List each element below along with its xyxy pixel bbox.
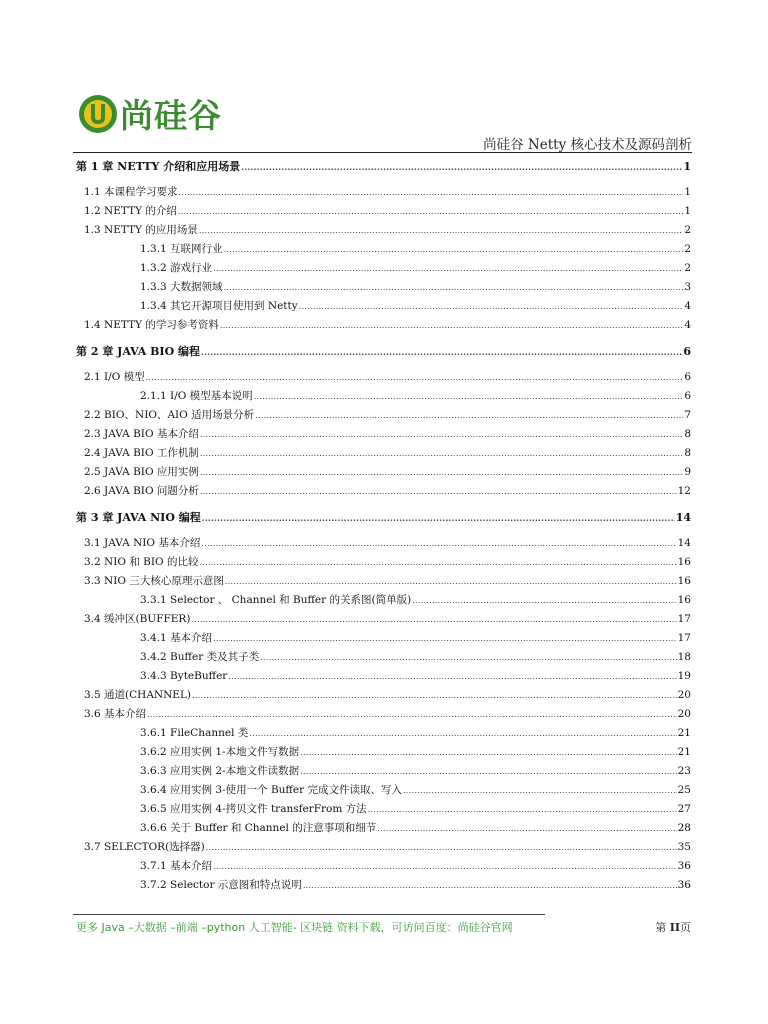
toc-entry-page: 19 [677,670,691,682]
page-suffix: 页 [680,921,691,934]
toc-leader-dots [225,572,677,591]
toc-leader-dots [377,819,676,838]
toc-entry-page: 7 [684,409,691,421]
toc-entry-title: 3.1 JAVA NIO 基本介绍 [84,537,201,549]
toc-chapter[interactable] [76,157,691,177]
toc-leader-dots [300,762,677,781]
toc-entry[interactable] [76,743,691,762]
toc-entry-page: 16 [677,556,691,568]
toc-leader-dots [241,158,682,177]
toc-entry-title: 2.5 JAVA BIO 应用实例 [84,466,199,478]
toc-entry-page: 1 [684,186,691,198]
toc-entry-page: 1 [683,160,691,173]
toc-entry-page: 8 [684,447,691,459]
toc-entry[interactable] [76,240,691,259]
toc-leader-dots [178,202,683,221]
toc-entry-page: 14 [675,511,691,524]
toc-leader-dots [200,482,677,501]
toc-entry[interactable] [76,406,691,425]
toc-entry[interactable] [76,724,691,743]
toc-leader-dots [299,297,684,316]
toc-entry-title: 3.6.3 应用实例 2-本地文件读数据 [140,765,300,777]
toc-leader-dots [412,591,676,610]
logo-text: 尚硅谷 [120,96,222,135]
toc-entry-page: 6 [683,345,691,358]
toc-entry-page: 18 [677,651,691,663]
toc-entry[interactable] [76,316,691,335]
toc-entry-title: 2.1.1 I/O 模型基本说明 [140,390,253,402]
toc-entry-title: 3.6.1 FileChannel 类 [140,727,249,739]
company-logo [78,90,222,137]
toc-entry-page: 17 [677,632,691,644]
toc-entry[interactable] [76,686,691,705]
toc-entry-title: 3.4.3 ByteBuffer [140,670,228,682]
toc-entry-page: 17 [677,613,691,625]
toc-leader-dots [206,838,677,857]
footer-promo-text: 更多 Java –大数据 –前端 –python 人工智能- 区块链 资料下载，可访问百度：尚硅谷官网 [76,921,513,934]
toc-entry-title: 1.3.2 游戏行业 [140,262,213,274]
table-of-contents [76,157,691,895]
toc-entry[interactable] [76,387,691,406]
toc-entry-page: 2 [684,224,691,236]
toc-entry-title: 1.3.3 大数据领域 [140,281,223,293]
toc-leader-dots [213,629,677,648]
toc-entry-title: 2.4 JAVA BIO 工作机制 [84,447,199,459]
toc-entry-page: 3 [684,281,691,293]
toc-entry[interactable] [76,838,691,857]
toc-entry-page: 21 [677,727,691,739]
toc-leader-dots [191,610,676,629]
toc-entry-title: 3.5 通道(CHANNEL) [84,689,192,701]
toc-entry-page: 9 [684,466,691,478]
toc-entry[interactable] [76,368,691,387]
page-prefix: 第 [655,921,670,934]
toc-leader-dots [224,240,684,259]
toc-leader-dots [199,553,676,572]
toc-entry-title: 3.2 NIO 和 BIO 的比较 [84,556,199,568]
toc-entry[interactable] [76,781,691,800]
toc-leader-dots [249,724,676,743]
toc-entry[interactable] [76,183,691,202]
toc-entry[interactable] [76,572,691,591]
toc-entry-page: 36 [677,860,691,872]
toc-entry-title: 2.3 JAVA BIO 基本介绍 [84,428,199,440]
document-title: 尚硅谷 Netty 核心技术及源码剖析 [483,137,692,153]
toc-entry[interactable] [76,819,691,838]
toc-entry-title: 第 1 章 NETTY 介绍和应用场景 [76,160,241,173]
toc-chapter[interactable] [76,342,691,362]
toc-entry-title: 1.3 NETTY 的应用场景 [84,224,198,236]
toc-entry[interactable] [76,800,691,819]
toc-entry[interactable] [76,534,691,553]
toc-entry-page: 35 [677,841,691,853]
toc-entry-title: 2.1 I/O 模型 [84,371,145,383]
toc-entry-page: 20 [677,708,691,720]
toc-leader-dots [146,368,684,387]
toc-entry[interactable] [76,667,691,686]
toc-entry[interactable] [76,221,691,240]
toc-entry-page: 8 [684,428,691,440]
toc-entry[interactable] [76,629,691,648]
toc-entry-page: 36 [677,879,691,891]
toc-entry-title: 2.2 BIO、NIO、AIO 适用场景分析 [84,409,255,421]
toc-entry[interactable] [76,482,691,501]
toc-leader-dots [192,686,677,705]
toc-entry-title: 3.4 缓冲区(BUFFER) [84,613,191,625]
toc-leader-dots [213,857,677,876]
toc-entry[interactable] [76,297,691,316]
toc-entry-title: 3.6.6 关于 Buffer 和 Channel 的注意事项和细节 [140,822,377,834]
toc-entry[interactable] [76,444,691,463]
toc-leader-dots [202,509,675,528]
toc-leader-dots [228,667,676,686]
logo-u-icon [78,91,118,137]
toc-entry-page: 4 [684,319,691,331]
toc-entry[interactable] [76,463,691,482]
toc-entry-page: 16 [677,594,691,606]
toc-leader-dots [147,705,677,724]
toc-leader-dots [255,406,683,425]
toc-entry-page: 16 [677,575,691,587]
toc-entry-title: 3.3.1 Selector 、 Channel 和 Buffer 的关系图(简单版) [140,594,412,606]
toc-leader-dots [200,444,683,463]
toc-entry-page: 2 [684,262,691,274]
toc-entry-title: 3.7.2 Selector 示意图和特点说明 [140,879,302,891]
toc-entry-title: 1.3.1 互联网行业 [140,243,223,255]
toc-leader-dots [254,387,684,406]
toc-entry[interactable] [76,553,691,572]
toc-leader-dots [260,648,677,667]
toc-entry-title: 3.4.2 Buffer 类及其子类 [140,651,260,663]
toc-entry-page: 23 [677,765,691,777]
toc-entry-page: 2 [684,243,691,255]
toc-entry[interactable] [76,202,691,221]
toc-entry[interactable] [76,259,691,278]
toc-leader-dots [199,221,683,240]
toc-entry-page: 27 [677,803,691,815]
toc-leader-dots [213,259,683,278]
toc-entry-page: 6 [684,390,691,402]
toc-entry-title: 第 2 章 JAVA BIO 编程 [76,345,200,358]
toc-entry-page: 1 [684,205,691,217]
toc-entry[interactable] [76,705,691,724]
toc-leader-dots [179,183,684,202]
toc-entry-page: 6 [684,371,691,383]
toc-entry-title: 1.3.4 其它开源项目使用到 Netty [140,300,298,312]
toc-entry-title: 3.6 基本介绍 [84,708,147,720]
toc-leader-dots [201,343,682,362]
page-number-value: II [669,921,680,934]
toc-entry-title: 1.4 NETTY 的学习参考资料 [84,319,219,331]
toc-entry-title: 3.7.1 基本介绍 [140,860,213,872]
toc-leader-dots [303,876,677,895]
toc-entry[interactable] [76,425,691,444]
toc-entry[interactable] [76,876,691,895]
toc-entry-title: 第 3 章 JAVA NIO 编程 [76,511,201,524]
toc-entry-title: 3.4.1 基本介绍 [140,632,213,644]
toc-entry-page: 25 [677,784,691,796]
toc-entry-page: 21 [677,746,691,758]
footer-divider [73,914,545,915]
toc-entry-title: 3.7 SELECTOR(选择器) [84,841,205,853]
toc-entry-title: 3.6.4 应用实例 3-使用一个 Buffer 完成文件读取、写入 [140,784,402,796]
toc-leader-dots [224,278,684,297]
toc-entry[interactable] [76,648,691,667]
toc-entry-page: 12 [677,485,691,497]
toc-leader-dots [220,316,683,335]
toc-entry-page: 14 [677,537,691,549]
toc-leader-dots [300,743,677,762]
page-number [655,919,691,935]
toc-leader-dots [201,534,676,553]
toc-entry-page: 28 [677,822,691,834]
toc-entry[interactable] [76,857,691,876]
toc-entry[interactable] [76,762,691,781]
toc-entry-title: 2.6 JAVA BIO 问题分析 [84,485,199,497]
toc-leader-dots [368,800,677,819]
toc-entry-title: 3.3 NIO 三大核心原理示意图 [84,575,224,587]
toc-entry-title: 1.2 NETTY 的介绍 [84,205,177,217]
toc-entry-title: 3.6.2 应用实例 1-本地文件写数据 [140,746,300,758]
toc-entry[interactable] [76,591,691,610]
header-divider [73,152,692,153]
toc-entry[interactable] [76,278,691,297]
toc-chapter[interactable] [76,508,691,528]
toc-entry-title: 1.1 本课程学习要求 [84,186,178,198]
toc-entry-title: 3.6.5 应用实例 4-拷贝文件 transferFrom 方法 [140,803,367,815]
toc-entry-page: 20 [677,689,691,701]
toc-entry[interactable] [76,610,691,629]
toc-leader-dots [403,781,677,800]
toc-leader-dots [200,425,683,444]
toc-leader-dots [200,463,683,482]
toc-entry-page: 4 [684,300,691,312]
